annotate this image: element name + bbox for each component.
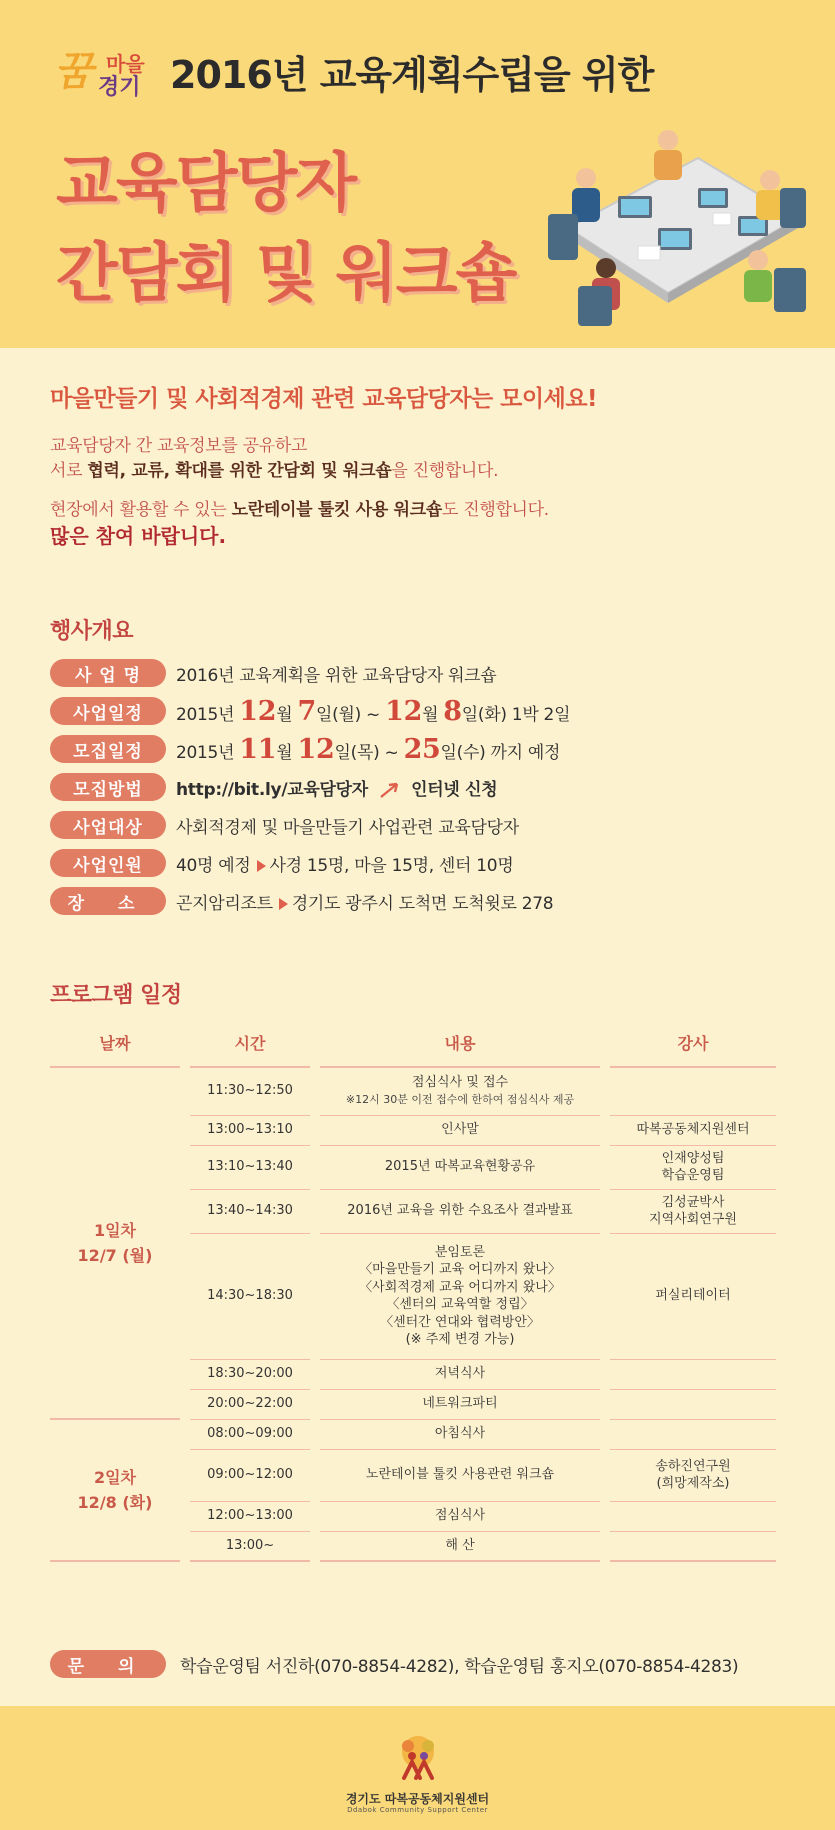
time-cell: 09:00~12:00 [190, 1449, 310, 1501]
center-logo-icon [382, 1734, 454, 1782]
overview-row-name [50, 654, 770, 692]
recruit-day-start: 12 [297, 733, 335, 765]
contact [50, 1650, 738, 1678]
people-total: 40명 예정 [176, 855, 251, 876]
speaker-cell [610, 1359, 776, 1389]
speaker-cell [610, 1067, 776, 1115]
header-gap [310, 1018, 320, 1067]
speaker-line-2: 학습운영팀 [661, 1168, 725, 1184]
program-table [50, 1018, 776, 1562]
date-month-end: 12 [385, 695, 423, 727]
overview [50, 654, 770, 920]
footer [0, 1706, 835, 1830]
method-label: 모집방법 [50, 773, 166, 801]
column-gap [600, 1067, 610, 1561]
overview-row-people [50, 844, 770, 882]
triangle-arrow-icon [257, 860, 266, 872]
intro-line-2-bold: 협력, 교류, 확대를 위한 간담회 및 워크숍 [87, 461, 392, 481]
time-cell: 13:00~ [190, 1531, 310, 1561]
contact-value: 학습운영팀 서진하(070-8854-4282), 학습운영팀 홍지오(070-8854-4283) [180, 1656, 739, 1677]
date-day-end: 8 [443, 695, 462, 727]
content-cell [320, 1233, 600, 1359]
method-value [176, 775, 497, 800]
speaker-line-2: 지역사회연구원 [649, 1212, 737, 1228]
day2-label: 2일차 [93, 1467, 137, 1487]
intro-line-3-a: 현장에서 활용할 수 있는 [50, 500, 232, 520]
intro [50, 380, 790, 549]
content-cell: 인사말 [320, 1115, 600, 1145]
speaker-cell: 퍼실리테이터 [610, 1233, 776, 1359]
header-time: 시간 [190, 1018, 310, 1067]
date-label: 사업일정 [50, 697, 166, 725]
table-row [50, 1419, 776, 1449]
logo [54, 40, 164, 98]
speaker-cell [610, 1419, 776, 1449]
column-gap [180, 1067, 190, 1561]
recruit-day-end: 25 [403, 733, 441, 765]
time-cell: 14:30~18:30 [190, 1233, 310, 1359]
recruit-month: 11 [239, 733, 277, 765]
recruit-label: 모집일정 [50, 735, 166, 763]
name-label: 사 업 명 [50, 659, 166, 687]
topic-line: 〈사회적경제 교육 어디까지 왔나〉 [359, 1279, 561, 1295]
place-venue: 곤지암리조트 [176, 893, 273, 914]
intro-line-3 [50, 495, 790, 520]
speaker-cell [610, 1389, 776, 1419]
header-date: 날짜 [50, 1018, 180, 1067]
logo-mark: 꿈 [54, 48, 93, 95]
date-day-start: 7 [297, 695, 317, 727]
content-cell: 해 산 [320, 1531, 600, 1561]
name-value: 2016년 교육계획을 위한 교육담당자 워크숍 [176, 665, 497, 686]
speaker-line-1: 인재양성팀 [661, 1150, 725, 1166]
people-label: 사업인원 [50, 849, 166, 877]
place-address: 경기도 광주시 도척면 도척윗로 278 [291, 893, 554, 914]
people-value [176, 851, 513, 876]
program-title: 프로그램 일정 [50, 983, 182, 1008]
content-cell: 노란테이블 툴킷 사용관련 워크숍 [320, 1449, 600, 1501]
content-cell [320, 1067, 600, 1115]
time-cell: 12:00~13:00 [190, 1501, 310, 1531]
day1-label: 1일차 [93, 1220, 137, 1240]
date-part: 일(월) ~ [316, 704, 386, 725]
overview-row-date [50, 692, 770, 730]
people-breakdown: 사경 15명, 마을 15명, 센터 10명 [269, 855, 514, 876]
intro-line-1: 교육담당자 간 교육정보를 공유하고 [50, 436, 308, 456]
overview-row-method [50, 768, 770, 806]
place-value [176, 889, 553, 914]
speaker-cell [610, 1531, 776, 1561]
speaker-cell [610, 1501, 776, 1531]
speaker-cell [610, 1449, 776, 1501]
speaker-line-2: (희망제작소) [656, 1476, 730, 1492]
content-cell: 저녁식사 [320, 1359, 600, 1389]
date-part: 2015년 [176, 704, 240, 725]
content-text: 분임토론 [434, 1244, 486, 1260]
method-url[interactable]: http://bit.ly/교육담당자 [176, 779, 368, 800]
overview-row-place [50, 882, 770, 920]
cursor-arrow-icon [379, 781, 401, 799]
meeting-table-illustration [548, 118, 808, 328]
content-text: 점심식사 및 접수 [411, 1074, 509, 1090]
recruit-part: 일(수) 까지 예정 [440, 742, 561, 763]
day1-date: 12/7 (월) [77, 1246, 153, 1266]
time-cell: 13:00~13:10 [190, 1115, 310, 1145]
target-label: 사업대상 [50, 811, 166, 839]
title-line-1: 교육담당자 [56, 147, 356, 221]
method-text: 인터넷 신청 [411, 779, 498, 800]
time-cell: 11:30~12:50 [190, 1067, 310, 1115]
speaker-cell [610, 1189, 776, 1233]
recruit-part: 일(목) ~ [334, 742, 404, 763]
speaker-cell [610, 1145, 776, 1189]
overview-row-target [50, 806, 770, 844]
time-cell: 13:40~14:30 [190, 1189, 310, 1233]
day2-cell [50, 1419, 180, 1561]
subtitle: 2016년 교육계획수립을 위한 [170, 53, 654, 97]
header-speaker: 강사 [610, 1018, 776, 1067]
header-gap [180, 1018, 190, 1067]
date-value [176, 696, 570, 727]
triangle-arrow-icon [279, 898, 288, 910]
time-cell: 18:30~20:00 [190, 1359, 310, 1389]
recruit-part: 2015년 [176, 742, 240, 763]
speaker-cell: 따복공동체지원센터 [610, 1115, 776, 1145]
program-header-row [50, 1018, 776, 1067]
table-row [50, 1067, 776, 1115]
content-cell: 2015년 따복교육현황공유 [320, 1145, 600, 1189]
content-cell: 네트워크파티 [320, 1389, 600, 1419]
header-gap [600, 1018, 610, 1067]
date-part: 월 [276, 704, 298, 725]
logo-top-text: 마을 [106, 52, 145, 76]
target-value: 사회적경제 및 마을만들기 사업관련 교육담당자 [176, 817, 519, 838]
intro-line-2-a: 서로 [50, 461, 88, 481]
time-cell: 13:10~13:40 [190, 1145, 310, 1189]
topic-line: 〈마을만들기 교육 어디까지 왔나〉 [359, 1262, 561, 1278]
content-cell: 2016년 교육을 위한 수요조사 결과발표 [320, 1189, 600, 1233]
date-month-start: 12 [239, 695, 277, 727]
overview-row-recruit [50, 730, 770, 768]
intro-headline: 마을만들기 및 사회적경제 관련 교육담당자는 모이세요! [50, 386, 598, 412]
org-name-en: Ddabok Community Support Center [347, 1806, 488, 1814]
topic-line: (※ 주제 변경 가능) [405, 1332, 515, 1348]
intro-line-3-c: 도 진행합니다. [441, 500, 549, 520]
place-label: 장 소 [50, 887, 166, 915]
overview-title: 행사개요 [50, 619, 134, 644]
content-cell: 점심식사 [320, 1501, 600, 1531]
day1-cell [50, 1067, 180, 1419]
date-part: 일(화) 1박 2일 [461, 704, 571, 725]
column-gap [310, 1067, 320, 1561]
content-note: ※12시 30분 이전 접수에 한하여 점심식사 제공 [345, 1093, 575, 1107]
org-name: 경기도 따복공동체지원센터 [345, 1792, 490, 1806]
intro-line-3-bold: 노란테이블 툴킷 사용 워크숍 [231, 500, 442, 520]
time-cell: 08:00~09:00 [190, 1419, 310, 1449]
title-line-2: 간담회 및 워크숍 [56, 237, 516, 311]
content-cell: 아침식사 [320, 1419, 600, 1449]
header-content: 내용 [320, 1018, 600, 1067]
topic-line: 〈센터의 교육역할 정립〉 [386, 1297, 534, 1313]
topic-line: 〈센터간 연대와 협력방안〉 [380, 1314, 540, 1330]
intro-line-2-c: 을 진행합니다. [391, 461, 499, 481]
speaker-line-1: 김성균박사 [661, 1194, 725, 1210]
contact-label: 문 의 [50, 1650, 166, 1678]
intro-line-2 [50, 456, 790, 481]
header [0, 0, 835, 348]
intro-closing: 많은 참여 바랍니다. [50, 524, 227, 548]
time-cell: 20:00~22:00 [190, 1389, 310, 1419]
date-part: 월 [422, 704, 444, 725]
speaker-line-1: 송하진연구원 [655, 1458, 731, 1474]
day2-date: 12/8 (화) [77, 1493, 153, 1513]
recruit-value [176, 734, 560, 765]
recruit-part: 월 [276, 742, 298, 763]
logo-bottom-text: 경기 [98, 75, 141, 100]
